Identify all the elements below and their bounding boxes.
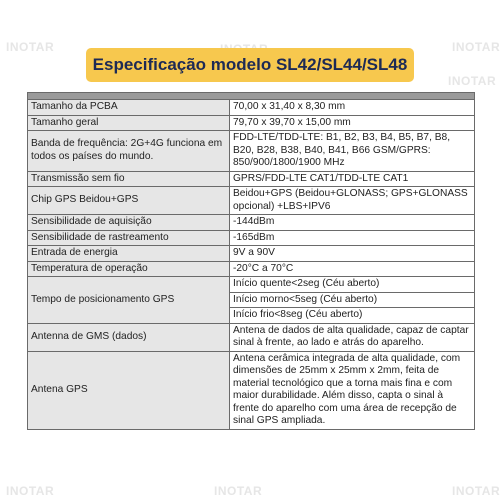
table-row [28, 187, 475, 215]
row-value: -20°C a 70°C [230, 261, 475, 277]
watermark-logo: INOTAR [6, 484, 55, 498]
watermark-logo: INOTAR [452, 40, 500, 54]
watermark-logo: INOTAR [448, 74, 497, 88]
table-row [28, 230, 475, 246]
row-value: 79,70 x 39,70 x 15,00 mm [230, 115, 475, 131]
row-value: 70,00 x 31,40 x 8,30 mm [230, 100, 475, 116]
row-label: Tamanho geral [28, 115, 230, 131]
table-row [28, 131, 475, 172]
watermark-logo: INOTAR [214, 484, 263, 498]
title-banner [86, 48, 414, 82]
row-value: -144dBm [230, 215, 475, 231]
row-value: Início frio<8seg (Céu aberto) [230, 308, 475, 324]
table-header-band [28, 93, 475, 100]
row-label: Transmissão sem fio [28, 171, 230, 187]
row-label: Sensibilidade de aquisição [28, 215, 230, 231]
table-row [28, 277, 475, 293]
table-row [28, 100, 475, 116]
table-row [28, 351, 475, 429]
row-label: Tamanho da PCBA [28, 100, 230, 116]
row-label: Chip GPS Beidou+GPS [28, 187, 230, 215]
row-value: Início quente<2seg (Céu aberto) [230, 277, 475, 293]
table-row [28, 215, 475, 231]
row-label: Sensibilidade de rastreamento [28, 230, 230, 246]
row-label: Banda de frequência: 2G+4G funciona em todos os países do mundo. [28, 131, 230, 172]
row-value: Beidou+GPS (Beidou+GLONASS; GPS+GLONASS opcional) +LBS+IPV6 [230, 187, 475, 215]
table-row [28, 246, 475, 262]
watermark-logo: INOTAR [6, 40, 55, 54]
row-label: Entrada de energia [28, 246, 230, 262]
row-value: -165dBm [230, 230, 475, 246]
row-value: Antena de dados de alta qualidade, capaz de captar sinal à frente, ao lado e atrás do aparelho. [230, 323, 475, 351]
row-value: GPRS/FDD-LTE CAT1/TDD-LTE CAT1 [230, 171, 475, 187]
table-row [28, 261, 475, 277]
row-value: FDD-LTE/TDD-LTE: B1, B2, B3, B4, B5, B7, B8, B20, B28, B38, B40, B41, B66 GSM/GPRS: 850/900/1800/1900 MHz [230, 131, 475, 172]
table-row [28, 171, 475, 187]
row-label: Antenna de GMS (dados) [28, 323, 230, 351]
row-value: Antena cerâmica integrada de alta qualidade, com dimensões de 25mm x 25mm x 2mm, feita de material tecnológico que a torna mais fina e com maior durabilidade. Além disso, capta o sinal à frente do aparelho com uma área de recepção de sinal GPS ampliada. [230, 351, 475, 429]
table-row [28, 323, 475, 351]
row-label: Tempo de posicionamento GPS [28, 277, 230, 324]
row-label: Temperatura de operação [28, 261, 230, 277]
row-label: Antena GPS [28, 351, 230, 429]
spec-table [27, 92, 475, 430]
row-value: 9V a 90V [230, 246, 475, 262]
page-title: Especificação modelo SL42/SL44/SL48 [92, 55, 408, 74]
table-row [28, 115, 475, 131]
watermark-logo: INOTAR [452, 484, 500, 498]
row-value: Início morno<5seg (Céu aberto) [230, 292, 475, 308]
